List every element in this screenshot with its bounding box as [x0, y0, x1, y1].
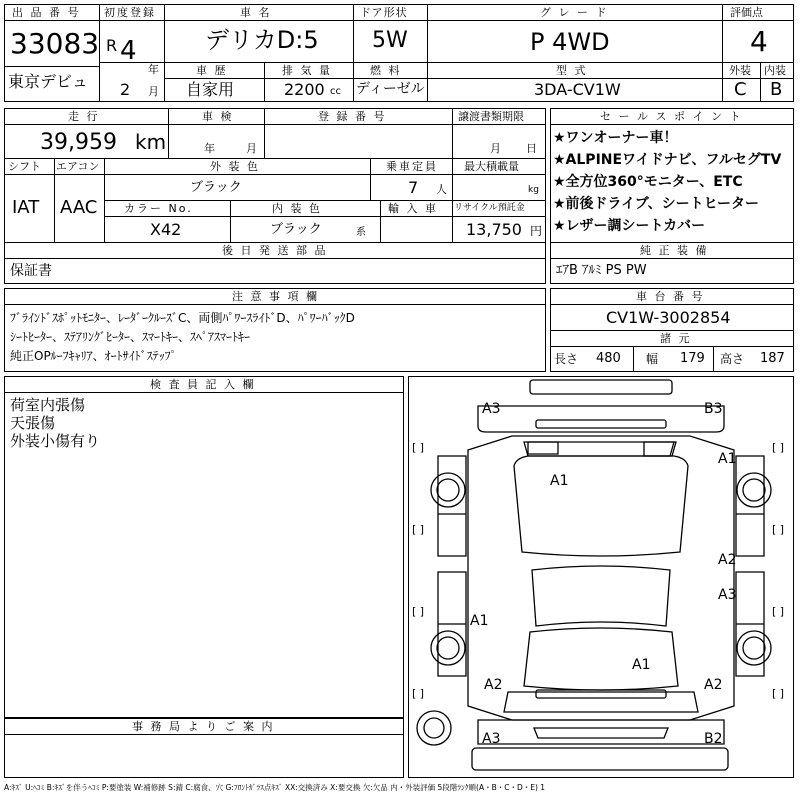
grade-label: グ レ ー ド — [540, 6, 609, 19]
displacement: 2200 — [284, 80, 325, 99]
damage-mark: A2 — [484, 677, 503, 693]
height: 187 — [760, 351, 785, 366]
inspector-note: 荷室内張傷 — [10, 396, 86, 414]
model-code: 3DA-CV1W — [534, 80, 621, 99]
color-series: 系 — [356, 227, 366, 238]
damage-mark: A3 — [482, 731, 501, 747]
first-registration-label: 初度登録 — [104, 6, 156, 19]
roof-outline — [514, 456, 688, 556]
sales-points-label: セ ー ル ス ポ イ ン ト — [600, 110, 743, 123]
bracket: [ ] — [412, 687, 425, 700]
hood — [524, 628, 678, 690]
damage-mark: A1 — [550, 473, 569, 489]
venue: 東京デビュ — [8, 72, 89, 91]
damage-mark: A2 — [704, 677, 723, 693]
cc-unit: cc — [330, 86, 341, 97]
damage-mark: B3 — [704, 401, 723, 417]
inspector-note: 天張傷 — [10, 414, 56, 432]
sales-point-item: ★ワンオーナー車！ — [553, 130, 678, 146]
chassis-number: CV1W-3002854 — [606, 308, 731, 327]
transfer-label: 譲渡書類期限 — [458, 110, 524, 123]
interior-label: 内装 — [764, 64, 786, 77]
body-outline — [468, 436, 737, 720]
damage-mark: B2 — [704, 731, 723, 747]
yen-unit: 円 — [530, 224, 543, 238]
sales-point-item: ★全方位360°モニター、ETC — [553, 174, 743, 190]
aircon: AAC — [60, 197, 98, 218]
recycle-fee: 13,750 — [466, 220, 522, 239]
damage-mark: A1 — [470, 613, 489, 629]
damage-mark: A2 — [718, 552, 737, 568]
load-label: 最大積載量 — [464, 160, 519, 173]
fuel: ディーゼル — [356, 81, 425, 97]
body-color: ブラック — [190, 180, 242, 195]
dims-label: 諸 元 — [660, 332, 692, 345]
sales-point-item: ★ALPINEワイドナビ、フルセグTV — [553, 152, 782, 168]
damage-mark: A1 — [718, 451, 737, 467]
mileage-label: 走 行 — [68, 110, 100, 123]
door-type: 5W — [372, 28, 408, 53]
inspector-label: 検 査 員 記 入 欄 — [150, 378, 256, 391]
door-label: ドア形状 — [360, 6, 408, 19]
transfer-day-unit: 日 — [526, 142, 537, 155]
note-line: 純正OPﾙｰﾌｷｬﾘｱ、ｵｰﾄｻｲﾄﾞｽﾃｯﾌﾟ — [10, 349, 177, 363]
inspection-label: 車 検 — [202, 110, 234, 123]
sales-point-item: ★前後ドライブ、シートヒーター — [553, 196, 760, 212]
reg-month: 2 — [120, 80, 131, 99]
office-label: 事 務 局 よ り ご 案 内 — [132, 720, 275, 733]
interior-color: ブラック — [270, 222, 322, 237]
inspector-note: 外装小傷有り — [10, 432, 101, 450]
color-number-label: カラー No. — [124, 202, 193, 215]
car-name-label: 車 名 — [240, 6, 272, 19]
plate-label: 登 録 番 号 — [318, 110, 387, 123]
era: R — [106, 36, 118, 55]
import-label: 輸 入 車 — [388, 202, 438, 215]
aircon-label: エアコン — [56, 160, 100, 173]
reg-year: 4 — [120, 36, 137, 66]
transfer-month-unit: 月 — [490, 142, 501, 155]
year-unit: 年 — [148, 63, 159, 76]
exterior-label: 外装 — [729, 64, 751, 77]
car-name: デリカD:5 — [205, 26, 319, 54]
shift: IAT — [12, 197, 40, 218]
inspection-month-unit: 月 — [246, 142, 257, 155]
notes-label: 注 意 事 項 欄 — [232, 290, 319, 303]
lot-number-label: 出 品 番 号 — [12, 6, 81, 19]
capacity: 7 — [408, 178, 419, 197]
damage-mark: A3 — [718, 587, 737, 603]
history-label: 車 歴 — [196, 64, 228, 77]
inspection-year-unit: 年 — [204, 142, 215, 155]
width-label: 幅 — [646, 352, 659, 366]
km-unit: km — [135, 130, 167, 154]
recycle-label: リサイクル預託金 — [454, 203, 525, 213]
sales-point-item: ★レザー調シートカバー — [553, 218, 706, 234]
shift-label: シフト — [8, 160, 41, 173]
capacity-label: 乗車定員 — [386, 160, 438, 173]
later-parts-label: 後 日 発 送 部 品 — [222, 244, 328, 257]
mileage: 39,959 — [40, 130, 117, 155]
length: 480 — [596, 351, 621, 366]
windshield — [532, 566, 670, 626]
equipment-label: 純 正 装 備 — [640, 244, 709, 257]
later-parts: 保証書 — [10, 263, 52, 279]
color-label: 外 装 色 — [210, 160, 260, 173]
bracket: [ ] — [412, 523, 425, 536]
chassis-label: 車 台 番 号 — [636, 290, 705, 303]
exterior-grade: C — [734, 79, 747, 100]
bracket: [ ] — [412, 441, 425, 454]
bracket: [ ] — [772, 441, 785, 454]
person-unit: 人 — [436, 183, 447, 196]
note-line: ｼｰﾄﾋｰﾀｰ、ｽﾃｱﾘﾝｸﾞﾋｰﾀｰ、ｽﾏｰﾄｷｰ、ｽﾍﾟｱｽﾏｰﾄｷｰ — [10, 330, 251, 344]
fuel-label: 燃 料 — [370, 64, 402, 77]
note-line: ﾌﾞﾗｲﾝﾄﾞｽﾎﾟｯﾄﾓﾆﾀｰ、ﾚｰﾀﾞｰｸﾙｰｽﾞC、両側ﾊﾟﾜｰｽﾗｲﾄﾞD、ﾊﾟﾜｰﾊﾞｯｸD — [10, 311, 355, 325]
month-unit: 月 — [148, 85, 159, 98]
color-number: X42 — [150, 220, 182, 239]
legend: A:ｷｽﾞ U:ﾍｺﾐ B:ｷｽﾞを伴うﾍｺﾐ P:要塗装 W:補修跡 S:錆 C:腐食、穴 G:ﾌﾛﾝﾄｶﾞﾗｽ点ｷｽﾞ XX:交換済み X:要交換 欠:欠品 内・外装評価 5段階ﾗﾝｸ順(A・B・C・D・E) 1 — [4, 783, 546, 792]
width: 179 — [680, 351, 705, 366]
damage-mark: A3 — [482, 401, 501, 417]
length-label: 長さ — [554, 352, 579, 366]
grade: P 4WD — [530, 28, 610, 56]
model-label: 型 式 — [556, 64, 588, 77]
rear-spoiler — [530, 380, 672, 394]
history: 自家用 — [186, 80, 235, 99]
lot-number: 33083 — [10, 27, 100, 60]
score-label: 評価点 — [730, 6, 763, 19]
displacement-label: 排 気 量 — [282, 64, 332, 77]
equipment: ｴｱB ｱﾙﾐ PS PW — [556, 263, 647, 278]
score: 4 — [750, 25, 768, 58]
bracket: [ ] — [772, 687, 785, 700]
bracket: [ ] — [772, 523, 785, 536]
interior-color-label: 内 装 色 — [272, 202, 322, 215]
interior-grade: B — [770, 79, 783, 100]
bracket: [ ] — [412, 605, 425, 618]
height-label: 高さ — [720, 352, 745, 366]
car-diagram — [408, 376, 794, 778]
bracket: [ ] — [772, 605, 785, 618]
inspector-section — [4, 376, 404, 718]
damage-mark: A1 — [632, 657, 651, 673]
kg-unit: kg — [528, 185, 539, 195]
